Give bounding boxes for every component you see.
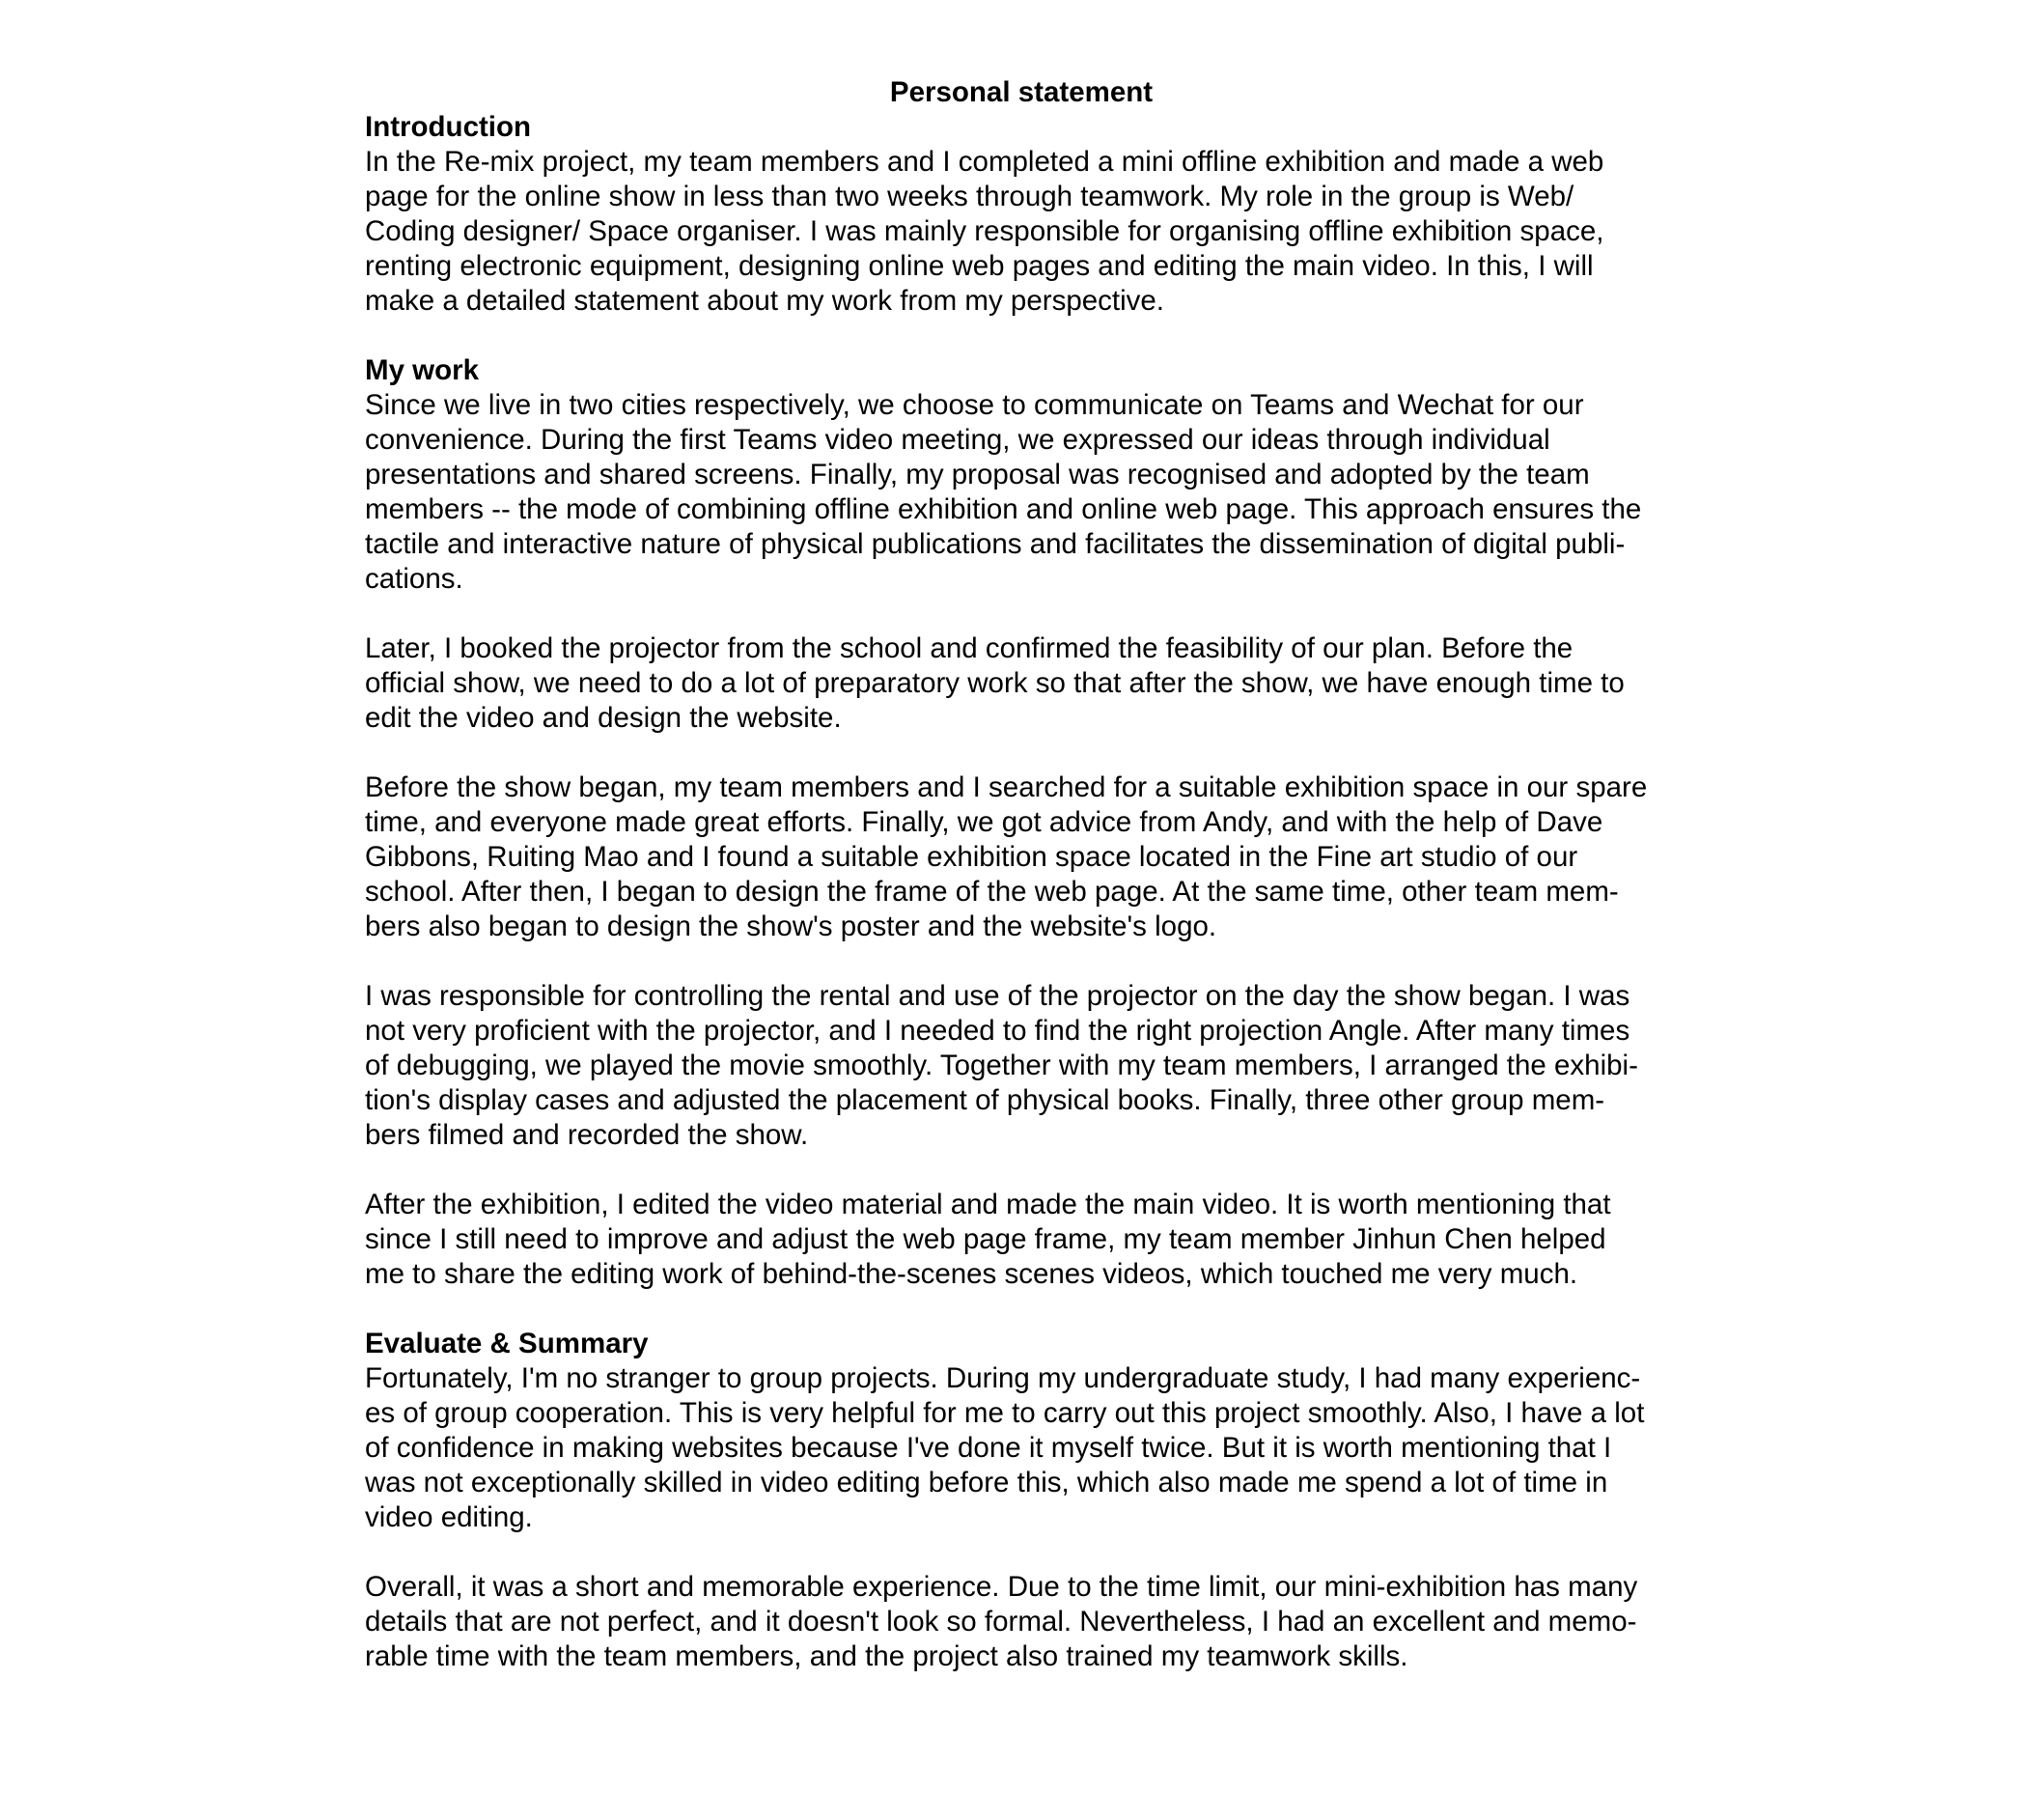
text-line: Before the show began, my team members and I searched for a suitable exhibition space in our spare (365, 771, 1648, 803)
text-line: es of group cooperation. This is very helpful for me to carry out this project smoothly. Also, I have a lot (365, 1397, 1645, 1429)
paragraph (365, 1188, 1678, 1292)
text-line: cations. (365, 563, 463, 595)
text-line: tactile and interactive nature of physical publications and facilitates the dissemination of digital publi- (365, 528, 1626, 560)
text-line: tion's display cases and adjusted the placement of physical books. Finally, three other group mem- (365, 1084, 1605, 1116)
paragraph (365, 770, 1678, 944)
text-line: In the Re-mix project, my team members and I completed a mini offline exhibition and made a web (365, 146, 1604, 178)
text-line: bers also began to design the show's poster and the website's logo. (365, 910, 1217, 942)
section-spacer (365, 1292, 1678, 1327)
text-line: me to share the editing work of behind-the-scenes scenes videos, which touched me very much. (365, 1258, 1578, 1290)
text-line: I was responsible for controlling the rental and use of the projector on the day the show began. I was (365, 980, 1630, 1012)
text-line: rable time with the team members, and the project also trained my teamwork skills. (365, 1640, 1408, 1672)
text-line: Since we live in two cities respectively, we choose to communicate on Teams and Wechat for our (365, 389, 1584, 421)
text-line: time, and everyone made great efforts. Finally, we got advice from Andy, and with the help of Dave (365, 806, 1603, 838)
paragraph (365, 145, 1678, 319)
text-line: members -- the mode of combining offline exhibition and online web page. This approach ensures the (365, 493, 1642, 525)
text-line: video editing. (365, 1501, 533, 1533)
paragraph-spacer (365, 736, 1678, 770)
text-line: of debugging, we played the movie smoothly. Together with my team members, I arranged the exhibi- (365, 1050, 1638, 1081)
section-heading: My work (365, 354, 480, 386)
paragraph-spacer (365, 1535, 1678, 1570)
text-line: official show, we need to do a lot of preparatory work so that after the show, we have enough time to (365, 667, 1625, 699)
text-line: bers filmed and recorded the show. (365, 1119, 809, 1151)
paragraph-spacer (365, 597, 1678, 631)
text-line: make a detailed statement about my work from my perspective. (365, 285, 1164, 317)
paragraph (365, 631, 1678, 736)
paragraph-spacer (365, 1153, 1678, 1188)
text-line: renting electronic equipment, designing online web pages and editing the main video. In this, I will (365, 250, 1594, 282)
section-spacer (365, 319, 1678, 353)
document-body (365, 110, 1678, 1674)
text-line: school. After then, I began to design the frame of the web page. At the same time, other team mem- (365, 876, 1619, 908)
text-line: not very proficient with the projector, and I needed to find the right projection Angle. After many times (365, 1015, 1630, 1047)
text-line: Coding designer/ Space organiser. I was mainly responsible for organising offline exhibition space, (365, 215, 1604, 247)
paragraph (365, 388, 1678, 597)
text-line: convenience. During the first Teams video meeting, we expressed our ideas through individual (365, 424, 1550, 456)
text-line: Gibbons, Ruiting Mao and I found a suitable exhibition space located in the Fine art studio of our (365, 841, 1578, 873)
text-line: since I still need to improve and adjust the web page frame, my team member Jinhun Chen helped (365, 1223, 1606, 1255)
text-line: After the exhibition, I edited the video material and made the main video. It is worth mentioning that (365, 1189, 1611, 1220)
text-line: Later, I booked the projector from the school and confirmed the feasibility of our plan. Before the (365, 632, 1573, 664)
text-line: details that are not perfect, and it doesn't look so formal. Nevertheless, I had an excellent and memo- (365, 1606, 1637, 1638)
text-line: Overall, it was a short and memorable experience. Due to the time limit, our mini-exhibition has many (365, 1571, 1638, 1603)
text-line: presentations and shared screens. Finally, my proposal was recognised and adopted by the team (365, 459, 1590, 490)
text-line: of confidence in making websites because I've done it myself twice. But it is worth mentioning that I (365, 1432, 1612, 1464)
paragraph (365, 1361, 1678, 1535)
document-title: Personal statement (889, 76, 1154, 108)
paragraph-spacer (365, 944, 1678, 979)
text-line: was not exceptionally skilled in video editing before this, which also made me spend a lot of time in (365, 1467, 1608, 1498)
text-line: Fortunately, I'm no stranger to group projects. During my undergraduate study, I had many experienc- (365, 1362, 1641, 1394)
section-heading: Introduction (365, 111, 532, 143)
text-line: edit the video and design the website. (365, 702, 842, 734)
text-line: page for the online show in less than two weeks through teamwork. My role in the group is Web/ (365, 181, 1574, 212)
paragraph (365, 979, 1678, 1153)
section-heading: Evaluate & Summary (365, 1328, 649, 1359)
paragraph (365, 1570, 1678, 1674)
document-page (365, 75, 1678, 1674)
